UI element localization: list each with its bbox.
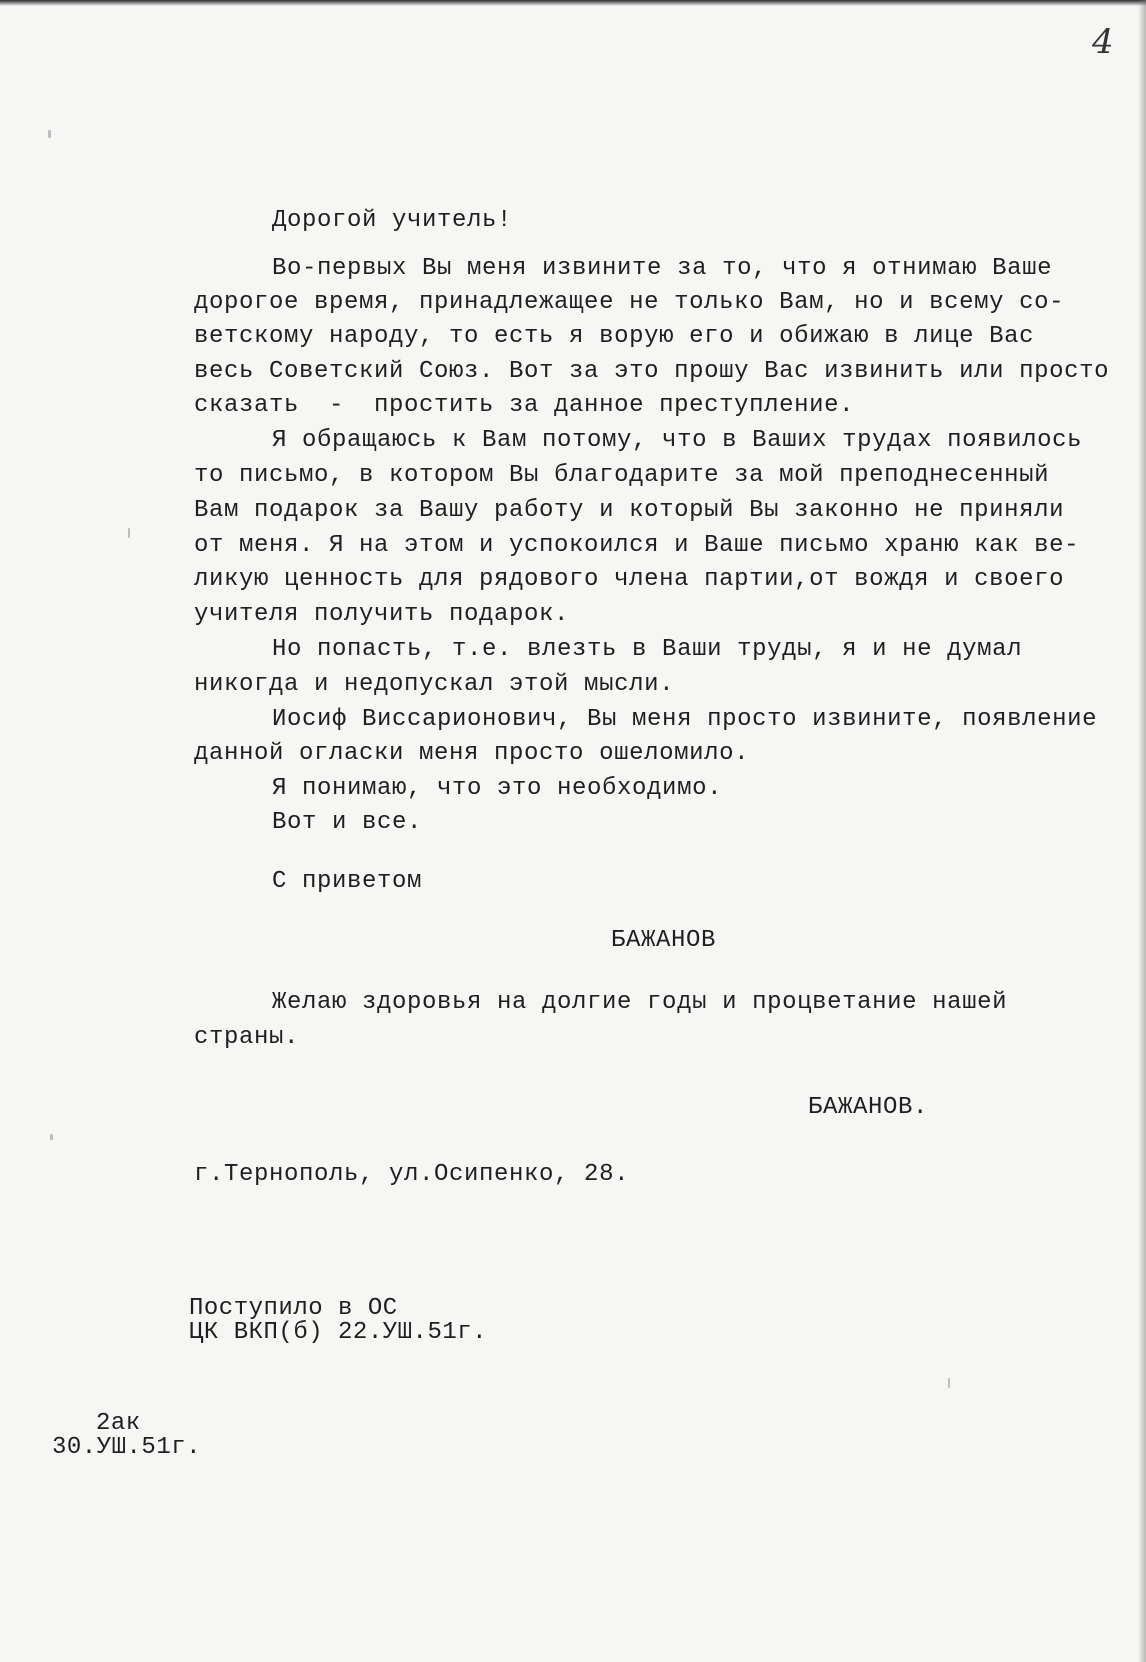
scan-speck xyxy=(128,528,130,538)
body-line: Во-первых Вы меня извините за то, что я отнимаю Ваше xyxy=(272,255,1053,282)
body-line: сказать - простить за данное преступление. xyxy=(194,392,855,419)
body-line: ветскому народу, то есть я ворую его и обижаю в лице Вас xyxy=(194,323,1035,350)
body-line: Вот и все. xyxy=(272,809,423,836)
archive-mark-line: 30.УШ.51г. xyxy=(52,1434,202,1461)
received-stamp-line: Поступило в ОС xyxy=(189,1295,398,1322)
archive-mark-line: 2ак xyxy=(96,1410,141,1437)
signature-second: БАЖАНОВ. xyxy=(808,1094,929,1121)
closing-greeting: С приветом xyxy=(272,868,423,895)
received-stamp-line: ЦК ВКП(б) 22.УШ.51г. xyxy=(189,1319,488,1346)
signature-first: БАЖАНОВ xyxy=(611,927,717,954)
body-line: Я понимаю, что это необходимо. xyxy=(272,775,723,802)
postscript-line: Желаю здоровья на долгие годы и процветание нашей xyxy=(272,989,1008,1016)
body-line: дорогое время, принадлежащее не только Вам, но и всему со- xyxy=(194,289,1065,316)
body-line: Иосиф Виссарионович, Вы меня просто извините, появление xyxy=(272,706,1098,733)
salutation: Дорогой учитель! xyxy=(272,207,513,234)
body-line: от меня. Я на этом и успокоился и Ваше письмо храню как ве- xyxy=(194,532,1080,559)
postscript-line: страны. xyxy=(194,1024,300,1051)
body-line: ликую ценность для рядового члена партии,от вождя и своего xyxy=(194,566,1065,593)
body-line: данной огласки меня просто ошеломило. xyxy=(194,740,750,767)
sender-address: г.Тернополь, ул.Осипенко, 28. xyxy=(194,1161,630,1188)
body-line: Но попасть, т.е. влезть в Ваши труды, я и не думал xyxy=(272,636,1023,663)
scan-speck xyxy=(948,1378,950,1388)
body-line: Я обращаюсь к Вам потому, что в Ваших трудах появилось xyxy=(272,427,1083,454)
body-line: учителя получить подарок. xyxy=(194,601,570,628)
body-line: то письмо, в котором Вы благодарите за мой преподнесенный xyxy=(194,462,1050,489)
body-line: Вам подарок за Вашу работу и который Вы законно не приняли xyxy=(194,497,1065,524)
body-line: весь Советский Союз. Вот за это прошу Вас извинить или просто xyxy=(194,358,1110,385)
handwritten-page-number: 4 xyxy=(1092,22,1114,62)
scan-speck xyxy=(48,130,51,138)
scan-speck xyxy=(50,1134,53,1140)
scan-right-edge xyxy=(1138,0,1146,1662)
body-line: никогда и недопускал этой мысли. xyxy=(194,671,675,698)
scan-top-edge xyxy=(0,0,1146,6)
